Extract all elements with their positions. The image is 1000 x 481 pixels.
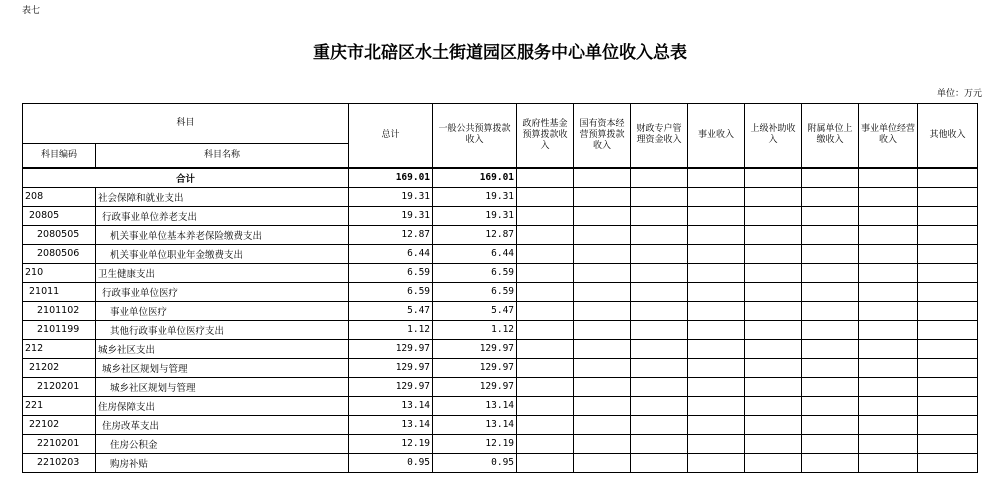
row-general: 13.14 bbox=[433, 396, 517, 415]
row-total: 6.59 bbox=[349, 263, 433, 282]
header-fund-budget: 政府性基金预算拨款收入 bbox=[517, 104, 574, 168]
header-business-income: 事业收入 bbox=[688, 104, 745, 168]
subject-name: 行政事业单位养老支出 bbox=[96, 206, 349, 225]
header-general-budget: 一般公共预算拨款收入 bbox=[433, 104, 517, 168]
table-row bbox=[23, 225, 978, 244]
header-affiliated-income: 附属单位上缴收入 bbox=[802, 104, 859, 168]
subject-code: 212 bbox=[23, 339, 96, 358]
table-row bbox=[23, 301, 978, 320]
subject-code: 20805 bbox=[23, 206, 96, 225]
row-general: 0.95 bbox=[433, 453, 517, 472]
subject-name: 住房保障支出 bbox=[96, 396, 349, 415]
header-superior-subsidy: 上级补助收入 bbox=[745, 104, 802, 168]
row-general: 13.14 bbox=[433, 415, 517, 434]
subject-code: 22102 bbox=[23, 415, 96, 434]
table-number-label: 表七 bbox=[22, 6, 41, 16]
table-row bbox=[23, 320, 978, 339]
subject-code: 21202 bbox=[23, 358, 96, 377]
table-row bbox=[23, 415, 978, 434]
row-general: 6.59 bbox=[433, 263, 517, 282]
row-general: 129.97 bbox=[433, 377, 517, 396]
subject-name: 住房公积金 bbox=[96, 434, 349, 453]
subject-name: 社会保障和就业支出 bbox=[96, 187, 349, 206]
header-state-capital: 国有资本经营预算拨款收入 bbox=[574, 104, 631, 168]
row-general: 129.97 bbox=[433, 339, 517, 358]
header-subject-name: 科目名称 bbox=[96, 144, 349, 168]
subject-code: 2101199 bbox=[23, 320, 96, 339]
table-row bbox=[23, 396, 978, 415]
total-row bbox=[23, 168, 978, 188]
subject-code: 2080505 bbox=[23, 225, 96, 244]
subject-name: 机关事业单位基本养老保险缴费支出 bbox=[96, 225, 349, 244]
subject-code: 208 bbox=[23, 187, 96, 206]
page-title: 重庆市北碚区水土街道园区服务中心单位收入总表 bbox=[313, 43, 687, 63]
subject-code: 2120201 bbox=[23, 377, 96, 396]
table-row bbox=[23, 377, 978, 396]
table-row bbox=[23, 339, 978, 358]
header-total: 总计 bbox=[349, 104, 433, 168]
row-total: 6.59 bbox=[349, 282, 433, 301]
row-general: 12.87 bbox=[433, 225, 517, 244]
row-general: 19.31 bbox=[433, 206, 517, 225]
unit-label: 单位：万元 bbox=[936, 89, 982, 99]
total-value: 169.01 bbox=[349, 168, 433, 188]
income-summary-table bbox=[22, 103, 978, 473]
subject-name: 城乡社区规划与管理 bbox=[96, 358, 349, 377]
row-general: 19.31 bbox=[433, 187, 517, 206]
header-fiscal-account: 财政专户管理资金收入 bbox=[631, 104, 688, 168]
table-row bbox=[23, 282, 978, 301]
subject-name: 行政事业单位医疗 bbox=[96, 282, 349, 301]
row-total: 6.44 bbox=[349, 244, 433, 263]
total-general-value: 169.01 bbox=[433, 168, 517, 188]
table-row bbox=[23, 187, 978, 206]
subject-code: 210 bbox=[23, 263, 96, 282]
subject-code: 21011 bbox=[23, 282, 96, 301]
row-total: 129.97 bbox=[349, 377, 433, 396]
subject-name: 城乡社区支出 bbox=[96, 339, 349, 358]
header-subject: 科目 bbox=[23, 104, 349, 144]
table-row bbox=[23, 358, 978, 377]
row-general: 129.97 bbox=[433, 358, 517, 377]
row-total: 12.19 bbox=[349, 434, 433, 453]
subject-code: 2080506 bbox=[23, 244, 96, 263]
table-row bbox=[23, 263, 978, 282]
row-total: 13.14 bbox=[349, 415, 433, 434]
subject-name: 卫生健康支出 bbox=[96, 263, 349, 282]
row-total: 1.12 bbox=[349, 320, 433, 339]
row-total: 0.95 bbox=[349, 453, 433, 472]
subject-name: 机关事业单位职业年金缴费支出 bbox=[96, 244, 349, 263]
header-other-income: 其他收入 bbox=[918, 104, 978, 168]
row-general: 6.59 bbox=[433, 282, 517, 301]
subject-code: 2210201 bbox=[23, 434, 96, 453]
table-row bbox=[23, 244, 978, 263]
row-total: 5.47 bbox=[349, 301, 433, 320]
row-total: 129.97 bbox=[349, 358, 433, 377]
table-row bbox=[23, 206, 978, 225]
row-total: 19.31 bbox=[349, 206, 433, 225]
subject-name: 住房改革支出 bbox=[96, 415, 349, 434]
row-total: 13.14 bbox=[349, 396, 433, 415]
subject-code: 2101102 bbox=[23, 301, 96, 320]
row-total: 12.87 bbox=[349, 225, 433, 244]
subject-name: 其他行政事业单位医疗支出 bbox=[96, 320, 349, 339]
row-general: 1.12 bbox=[433, 320, 517, 339]
subject-code: 2210203 bbox=[23, 453, 96, 472]
header-operating-income: 事业单位经营收入 bbox=[859, 104, 918, 168]
total-label: 合计 bbox=[23, 168, 349, 188]
table-row bbox=[23, 434, 978, 453]
header-subject-code: 科目编码 bbox=[23, 144, 96, 168]
row-total: 129.97 bbox=[349, 339, 433, 358]
subject-name: 购房补贴 bbox=[96, 453, 349, 472]
row-general: 5.47 bbox=[433, 301, 517, 320]
subject-code: 221 bbox=[23, 396, 96, 415]
row-general: 12.19 bbox=[433, 434, 517, 453]
row-total: 19.31 bbox=[349, 187, 433, 206]
row-general: 6.44 bbox=[433, 244, 517, 263]
subject-name: 城乡社区规划与管理 bbox=[96, 377, 349, 396]
table-row bbox=[23, 453, 978, 472]
subject-name: 事业单位医疗 bbox=[96, 301, 349, 320]
